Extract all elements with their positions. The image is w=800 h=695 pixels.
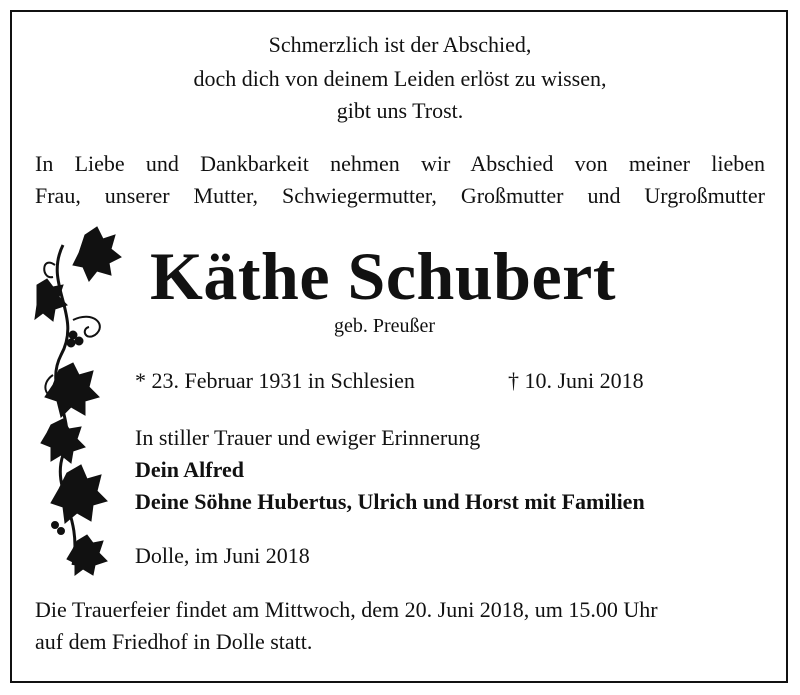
funeral-line-2: auf dem Friedhof in Dolle statt. <box>35 629 313 654</box>
intro-line-1: In Liebe und Dankbarkeit nehmen wir Abschied von meiner lieben <box>35 151 765 176</box>
deceased-name: Käthe Schubert <box>150 238 616 314</box>
intro-line-2: Frau, unserer Mutter, Schwiegermutter, Großmutter und Urgroßmutter <box>35 183 765 208</box>
poem-line-1: Schmerzlich ist der Abschied, <box>268 32 532 57</box>
maiden-name: geb. Preußer <box>334 315 436 337</box>
mourners-intro: In stiller Trauer und ewiger Erinnerung <box>135 425 481 450</box>
funeral-line-1: Die Trauerfeier findet am Mittwoch, dem 20. Juni 2018, um 15.00 Uhr <box>35 597 658 622</box>
mourner-line-2: Deine Söhne Hubertus, Ulrich und Horst mit Familien <box>135 489 645 514</box>
birth-date: * 23. Februar 1931 in Schlesien <box>135 368 415 393</box>
poem-line-3: gibt uns Trost. <box>336 98 464 123</box>
intro-text <box>35 148 765 212</box>
poem-line-2: doch dich von deinem Leiden erlöst zu wissen, <box>193 66 607 91</box>
mourner-line-1: Dein Alfred <box>135 457 244 482</box>
death-date: † 10. Juni 2018 <box>508 368 644 393</box>
grapevine-ornament-icon <box>33 225 123 580</box>
place-date: Dolle, im Juni 2018 <box>135 543 310 568</box>
